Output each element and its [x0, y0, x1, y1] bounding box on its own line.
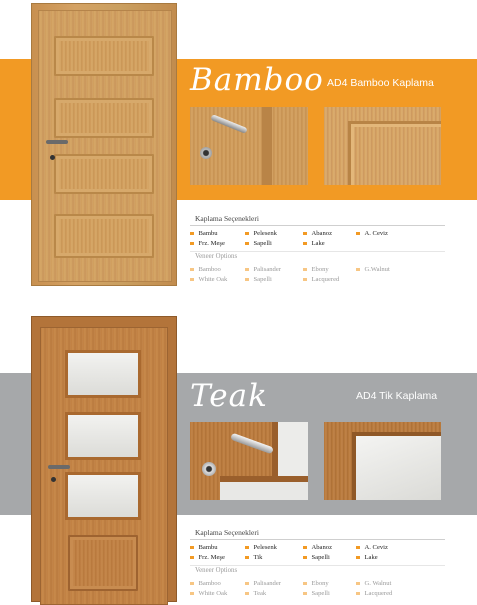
bullet-square-icon — [356, 232, 360, 236]
list-item — [303, 589, 356, 598]
bullet-square-icon — [245, 278, 249, 282]
list-item — [245, 589, 303, 598]
teak-glass-2 — [68, 415, 138, 457]
bullet-square-icon — [303, 592, 307, 596]
option-label: Lacquered — [364, 590, 393, 597]
option-label: Sapelli — [311, 554, 330, 561]
option-label: Pelesenk — [253, 544, 277, 551]
option-label: Bamboo — [198, 580, 221, 587]
bamboo-veneer-heading: Veneer Options — [195, 253, 238, 260]
option-label: Sapelli — [253, 276, 272, 283]
option-label: Bambu — [198, 230, 218, 237]
list-item — [245, 265, 303, 274]
list-item — [303, 275, 356, 284]
list-item — [356, 589, 416, 598]
option-label: Sapelli — [311, 590, 330, 597]
list-item — [245, 543, 303, 552]
list-item — [356, 265, 416, 274]
bullet-square-icon — [303, 232, 307, 236]
bullet-square-icon — [190, 278, 194, 282]
option-label: Lake — [311, 240, 325, 247]
bullet-square-icon — [303, 278, 307, 282]
bamboo-options-heading: Kaplama Seçenekleri — [195, 214, 259, 223]
door-handle-icon — [210, 114, 247, 134]
teak-glass-photo — [324, 422, 441, 500]
door-handle-icon — [48, 465, 70, 469]
bullet-square-icon — [356, 546, 360, 550]
list-item — [245, 579, 303, 588]
bamboo-panel-4 — [54, 214, 154, 258]
list-item — [303, 229, 356, 238]
bullet-square-icon — [190, 582, 194, 586]
bamboo-photo-bevel — [348, 121, 441, 185]
list-item — [303, 239, 356, 248]
teak-glass-1 — [68, 353, 138, 395]
option-label: Palisander — [253, 580, 281, 587]
list-item — [356, 543, 416, 552]
option-label: Ebony — [311, 580, 329, 587]
teak-glass-3 — [68, 475, 138, 517]
list-item — [190, 239, 245, 248]
bamboo-title: Bamboo — [190, 62, 324, 98]
bullet-square-icon — [356, 268, 360, 272]
option-label: Teak — [253, 590, 267, 597]
bamboo-panel-3 — [54, 154, 154, 194]
teak-options-list — [190, 543, 416, 562]
list-item — [190, 589, 245, 598]
list-item — [190, 229, 245, 238]
bamboo-options-divider — [190, 225, 445, 226]
bamboo-panel-photo — [324, 107, 441, 185]
bullet-square-icon — [303, 268, 307, 272]
keyhole-icon — [51, 477, 56, 482]
keyhole-icon — [200, 147, 212, 159]
bullet-square-icon — [245, 592, 249, 596]
list-item — [245, 229, 303, 238]
bullet-square-icon — [356, 592, 360, 596]
teak-photo-glass-lower — [220, 476, 308, 500]
teak-title: Teak — [190, 378, 268, 414]
door-handle-icon — [46, 140, 68, 144]
option-label: Bambu — [198, 544, 218, 551]
bullet-square-icon — [245, 582, 249, 586]
bullet-square-icon — [356, 582, 360, 586]
bullet-square-icon — [356, 556, 360, 560]
bullet-square-icon — [303, 582, 307, 586]
bamboo-options-list — [190, 229, 416, 248]
bamboo-photo-moulding — [262, 107, 272, 185]
list-item — [303, 579, 356, 588]
bamboo-door — [31, 3, 177, 286]
list-item — [190, 543, 245, 552]
bullet-square-icon — [190, 592, 194, 596]
option-label: G. Walnut — [364, 580, 392, 587]
teak-options-heading: Kaplama Seçenekleri — [195, 528, 259, 537]
bullet-square-icon — [190, 546, 194, 550]
option-label: Pelesenk — [253, 230, 277, 237]
list-item — [356, 579, 416, 588]
bullet-square-icon — [303, 242, 307, 246]
bullet-square-icon — [190, 232, 194, 236]
bullet-square-icon — [245, 556, 249, 560]
option-label: Frz. Meşe — [198, 554, 225, 561]
bullet-square-icon — [245, 232, 249, 236]
option-label: A. Ceviz — [364, 544, 388, 551]
option-label: Lacquered — [311, 276, 340, 283]
teak-photo-glass — [272, 422, 308, 482]
list-item — [190, 553, 245, 562]
teak-veneer-heading: Veneer Options — [195, 567, 238, 574]
keyhole-icon — [50, 155, 55, 160]
bamboo-handle-photo — [190, 107, 308, 185]
bullet-square-icon — [245, 242, 249, 246]
list-item — [303, 543, 356, 552]
list-item — [356, 229, 416, 238]
bullet-square-icon — [190, 268, 194, 272]
option-label: White Oak — [198, 590, 228, 597]
list-item — [245, 553, 303, 562]
teak-photo-pane — [352, 432, 441, 500]
list-item — [190, 275, 245, 284]
option-label: G.Walnut — [364, 266, 390, 273]
option-label: White Oak — [198, 276, 228, 283]
bamboo-subtitle: AD4 Bamboo Kaplama — [327, 77, 434, 89]
teak-door — [31, 316, 177, 602]
option-label: A. Ceviz — [364, 230, 388, 237]
list-item — [245, 275, 303, 284]
option-label: Frz. Meşe — [198, 240, 225, 247]
teak-options-divider — [190, 539, 445, 540]
option-label: Palisander — [253, 266, 281, 273]
list-item — [245, 239, 303, 248]
bamboo-panel-2 — [54, 98, 154, 138]
option-label: Tik — [253, 554, 263, 561]
teak-panel-bottom — [68, 535, 138, 591]
list-item — [190, 579, 245, 588]
list-item — [356, 553, 416, 562]
teak-veneer-list — [190, 579, 416, 598]
teak-veneer-divider — [190, 565, 445, 566]
list-item — [190, 265, 245, 274]
option-label: Abanoz — [311, 544, 333, 551]
teak-handle-photo — [190, 422, 308, 500]
option-label: Sapelli — [253, 240, 272, 247]
bamboo-veneer-divider — [190, 251, 445, 252]
bullet-square-icon — [190, 242, 194, 246]
list-item — [303, 265, 356, 274]
bullet-square-icon — [303, 546, 307, 550]
list-item — [303, 553, 356, 562]
bullet-square-icon — [245, 268, 249, 272]
bullet-square-icon — [303, 556, 307, 560]
keyhole-icon — [202, 462, 216, 476]
bullet-square-icon — [245, 546, 249, 550]
option-label: Ebony — [311, 266, 329, 273]
option-label: Abanoz — [311, 230, 333, 237]
option-label: Bamboo — [198, 266, 221, 273]
teak-subtitle: AD4 Tik Kaplama — [356, 390, 438, 402]
bullet-square-icon — [190, 556, 194, 560]
option-label: Lake — [364, 554, 378, 561]
bamboo-veneer-list — [190, 265, 416, 284]
door-handle-icon — [230, 433, 274, 455]
bamboo-panel-1 — [54, 36, 154, 76]
